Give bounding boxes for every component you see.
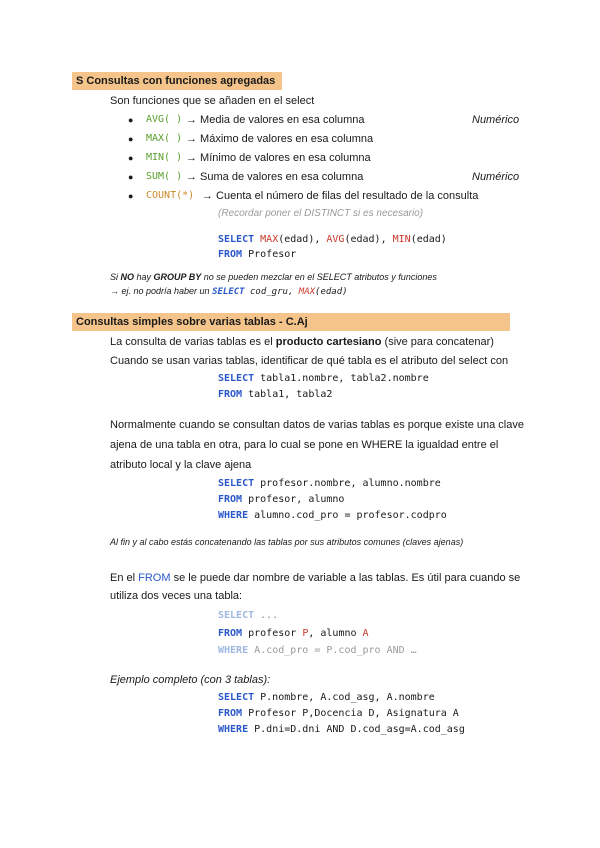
list-item: ● MAX( ) → Máximo de valores en esa columna [128, 133, 374, 145]
code-alias-select: SELECT ... [218, 610, 279, 621]
code-example-where: WHERE P.dni=D.dni AND D.cod_asg=A.cod_asg [218, 724, 465, 735]
foreign-key-paragraph-line1: Normalmente cuando se consultan datos de varias tablas es porque existe una clave [110, 419, 524, 431]
example-title: Ejemplo completo (con 3 tablas): [110, 674, 271, 686]
numeric-note: Numérico [472, 114, 520, 126]
code-join-select: SELECT profesor.nombre, alumno.nombre [218, 478, 441, 489]
code-multitable-select: SELECT tabla1.nombre, tabla2.nombre [218, 373, 429, 384]
distinct-note: (Recordar poner el DISTINCT si es necesario) [218, 208, 424, 219]
list-item: ● SUM( ) → Suma de valores en esa columna [128, 171, 364, 183]
code-alias-from: FROM profesor P, alumno A [218, 628, 369, 639]
groupby-note: Si NO hay GROUP BY no se pueden mezclar en el SELECT atributos y funciones [110, 272, 437, 282]
list-item: ● COUNT(*) → Cuenta el número de filas del resultado de la consulta [128, 190, 479, 202]
list-item: ● MIN( ) → Mínimo de valores en esa columna [128, 152, 371, 164]
concat-note: Al fin y al cabo estás concatenando las tablas por sus atributos comunes (claves ajenas) [110, 537, 464, 547]
cartesian-paragraph: La consulta de varias tablas es el producto cartesiano (sive para concatenar) [110, 336, 494, 348]
numeric-note: Numérico [472, 171, 520, 183]
code-aggregate-from: FROM Profesor [218, 249, 297, 260]
code-example-from: FROM Profesor P,Docencia D, Asignatura A [218, 708, 459, 719]
groupby-example: → ej. no podría haber un SELECT cod_gru, MAX(edad) [110, 286, 348, 297]
code-join-where: WHERE alumno.cod_pro = profesor.codpro [218, 510, 447, 521]
code-join-from: FROM profesor, alumno [218, 494, 345, 505]
code-example-select: SELECT P.nombre, A.cod_asg, A.nombre [218, 692, 435, 703]
section-header-multitable: Consultas simples sobre varias tablas - C.Aj [72, 313, 510, 331]
section-header-aggregates: S Consultas con funciones agregadas [72, 72, 282, 90]
code-multitable-from: FROM tabla1, tabla2 [218, 389, 333, 400]
alias-paragraph-line1: En el FROM se le puede dar nombre de variable a las tablas. Es útil para cuando se [110, 572, 521, 584]
code-alias-where: WHERE A.cod_pro = P.cod_pro AND … [218, 645, 417, 656]
alias-paragraph-line2: utiliza dos veces una tabla: [110, 590, 243, 602]
intro-text: Son funciones que se añaden en el select [110, 95, 315, 107]
identify-table-paragraph: Cuando se usan varias tablas, identificar de qué tabla es el atributo del select con [110, 355, 509, 367]
foreign-key-paragraph-line2: ajena de una tabla en otra, para lo cual se pone en WHERE la igualdad entre el [110, 439, 499, 451]
code-aggregate-select: SELECT MAX(edad), AVG(edad), MIN(edad) [218, 234, 447, 245]
foreign-key-paragraph-line3: atributo local y la clave ajena [110, 459, 252, 471]
list-item: ● AVG( ) → Media de valores en esa columna [128, 114, 365, 126]
